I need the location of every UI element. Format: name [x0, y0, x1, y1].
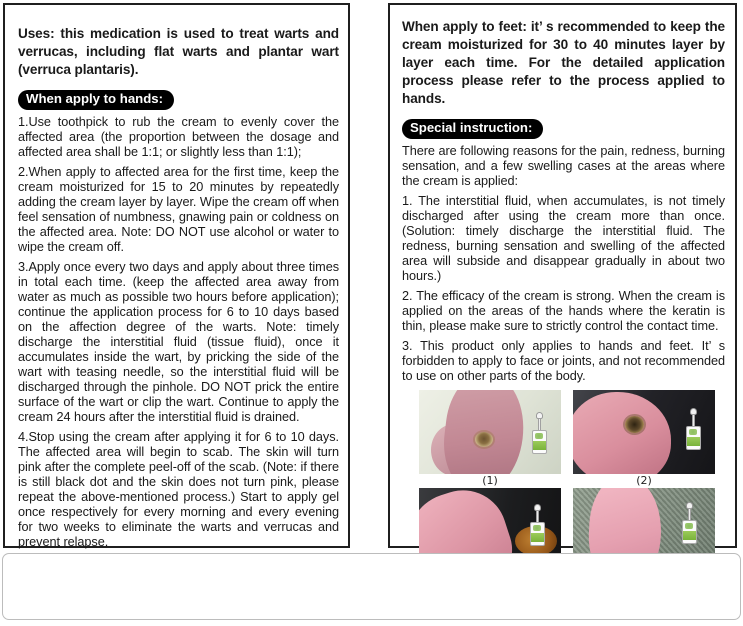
- treatment-photo-figure-1: [419, 390, 561, 487]
- wart-photo-2: [573, 390, 715, 474]
- bottle-logo: [685, 523, 693, 529]
- heel-shape: [573, 392, 671, 474]
- photo-caption-1: (1): [482, 474, 498, 487]
- special-instructions: [402, 144, 725, 384]
- hands-step-2: 2.When apply to affected area for the first time, keep the cream moisturized for 15 to 20 minutes by repeatedly adding the cream layer by layer. Wipe the cream off when feel sensation of numbness, gnawing pain or coldness on the affected area. Note: DO NOT use alcohol or water to wipe the cream off.: [18, 165, 339, 254]
- hands-step-1: 1.Use toothpick to rub the cream to evenly cover the affected area (the proportion between the dosage and affected area shall be 1:1; or slightly less than 1:1);: [18, 115, 339, 159]
- dropper-bottle-icon: [529, 504, 546, 546]
- left-instruction-panel: [3, 3, 350, 548]
- bottle-logo: [535, 433, 543, 439]
- treatment-photo-figure-2: [573, 390, 715, 487]
- hands-section-badge: When apply to hands:: [18, 90, 174, 110]
- wart-spot: [475, 432, 493, 447]
- bottle-green-label: [533, 441, 546, 450]
- right-instruction-panel: [388, 3, 737, 548]
- bottle-green-label: [683, 531, 696, 540]
- special-reason-3: 3. This product only applies to hands and feet. It’ s forbidden to apply to face or joints, and not recommended to use on other parts of the body.: [402, 339, 725, 383]
- dropper-bottle-icon: [681, 502, 698, 544]
- feet-intro-text: When apply to feet: it’ s recommended to keep the cream moisturized for 30 to 40 minutes layer by layer each time. For the detailed application process please refer to the process applied to hands.: [402, 19, 725, 106]
- hands-step-4: 4.Stop using the cream after applying it for 6 to 10 days. The affected area will begin to scab. The skin will turn pink after the complete peel-off of the scab. (Note: if there is still black dot and the skin does not turn pink, please repeat the above-mentioned process.) Start to apply gel once respectively for every morning and every evening for two weeks to eliminate the warts and verrucas and prevent relapse.: [18, 430, 339, 549]
- special-reason-1: 1. The interstitial fluid, when accumulates, is not timely discharged after using the cream more than once. (Solution: timely discharge the interstitial fluid. The redness, burning sensation and swelling of the affected area will subside and disappear gradually in about two hours.): [402, 194, 725, 283]
- hands-step-3: 3.Apply once every two days and apply about three times in total each time. (keep the affected area away from water as much as possible two hours before application); continue the application process for 6 to 10 days based on the affection degree of the warts. Note: timely discharge the interstitial fluid (tissue fluid), once it accumulates inside the wart, by pricking the side of the wart with teasing needle, so the interstitial fluid will be discharged through the pinhole. DO NOT prick the entire surface of the wart or clip the wart. Continue to apply the cream 24 hours after the interstitial fluid is drained.: [18, 260, 339, 424]
- bottle-green-label: [687, 437, 700, 446]
- wart-photo-1: [419, 390, 561, 474]
- uses-intro-text: Uses: this medication is used to treat warts and verrucas, including flat warts and plantar wart (verruca plantaris).: [18, 26, 339, 77]
- bottle-logo: [689, 429, 697, 435]
- bottle-green-label: [531, 533, 544, 542]
- dropper-bottle-icon: [531, 412, 548, 454]
- photo-caption-2: (2): [636, 474, 652, 487]
- bottle-logo: [533, 525, 541, 531]
- empty-bottom-section: [2, 553, 741, 620]
- wart-spot: [625, 416, 644, 433]
- special-reason-2: 2. The efficacy of the cream is strong. When the cream is applied on the areas of the hands where the keratin is thin, please make sure to strictly control the contact time.: [402, 289, 725, 333]
- special-lead-text: There are following reasons for the pain, redness, burning sensation, and a few swelling cases at the areas where the cream is applied:: [402, 144, 725, 188]
- special-instruction-badge: Special instruction:: [402, 119, 543, 139]
- dropper-bottle-icon: [685, 408, 702, 450]
- hands-instructions: [18, 115, 339, 550]
